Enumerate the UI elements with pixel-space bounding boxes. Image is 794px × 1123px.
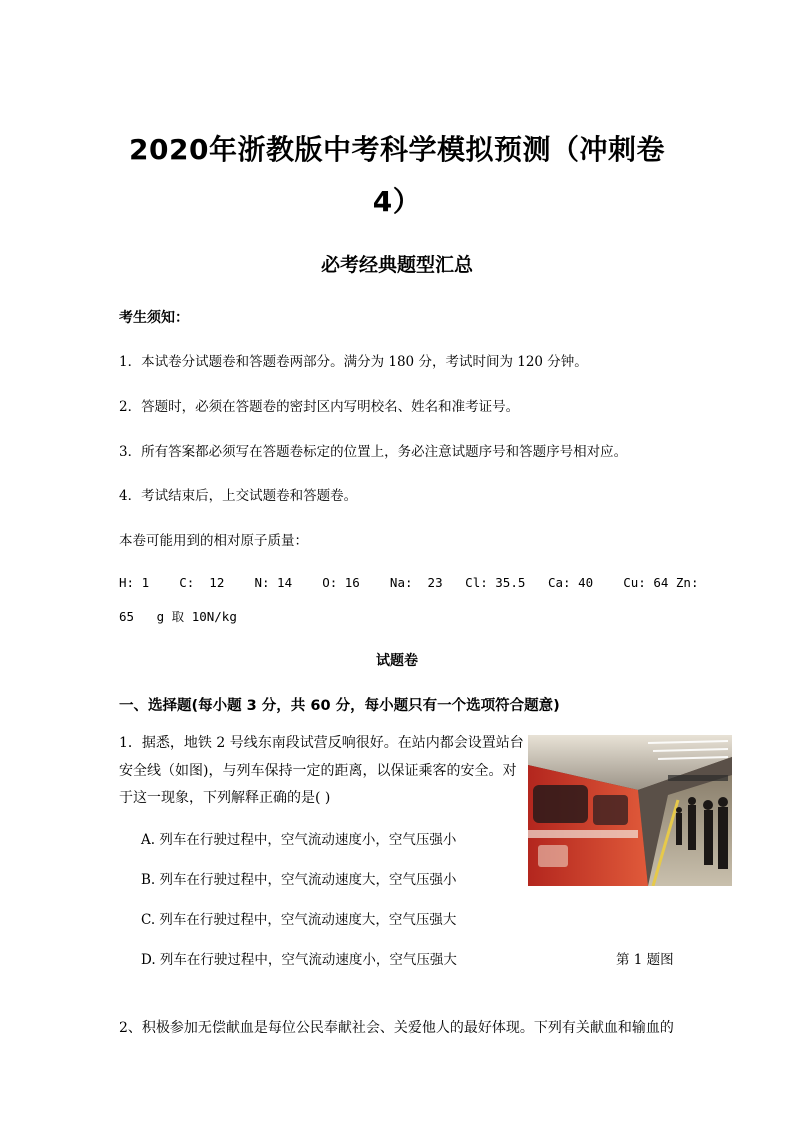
notice-item-1: 1．本试卷分试题卷和答题卷两部分。满分为 180 分，考试时间为 120 分钟。 <box>119 354 588 370</box>
question1-option-c: C. 列车在行驶过程中，空气流动速度大，空气压强大 <box>141 912 457 928</box>
question1-line2: 安全线（如图)，与列车保持一定的距离，以保证乘客的安全。对 <box>119 763 517 779</box>
document-title-line1: 2020年浙教版中考科学模拟预测（冲刺卷 <box>129 133 665 166</box>
question1-option-d: D. 列车在行驶过程中，空气流动速度小，空气压强大 <box>141 952 457 968</box>
question1-line3: 于这一现象，下列解释正确的是( ) <box>119 790 331 806</box>
question1-option-a: A. 列车在行驶过程中，空气流动速度小，空气压强小 <box>141 832 457 848</box>
notice-item-4: 4．考试结束后，上交试题卷和答题卷。 <box>119 488 358 504</box>
notice-item-3: 3．所有答案都必须写在答题卷标定的位置上，务必注意试题序号和答题序号相对应。 <box>119 444 628 460</box>
question1-option-b: B. 列车在行驶过程中，空气流动速度大，空气压强小 <box>141 872 457 888</box>
section-title: 试题卷 <box>376 653 418 669</box>
document-title-line2: 4） <box>372 185 422 218</box>
subway-platform-photo <box>528 735 732 886</box>
document-subtitle: 必考经典题型汇总 <box>320 254 473 276</box>
question1-line1: 1．据悉，地铁 2 号线东南段试营反响很好。在站内都会设置站台 <box>119 735 524 751</box>
notice-item-2: 2．答题时，必须在答题卷的密封区内写明校名、姓名和准考证号。 <box>119 399 520 415</box>
atomic-mass-line1: H: 1 C: 12 N: 14 O: 16 Na: 23 Cl: 35.5 Ca: 40 Cu: 64 Zn: <box>119 575 699 590</box>
atomic-mass-intro: 本卷可能用到的相对原子质量： <box>119 533 308 549</box>
atomic-mass-line2: 65 g 取 10N/kg <box>119 609 237 624</box>
question2-line1: 2、积极参加无偿献血是每位公民奉献社会、关爱他人的最好体现。下列有关献血和输血的 <box>119 1020 674 1036</box>
notice-heading: 考生须知： <box>119 310 189 326</box>
figure-caption: 第 1 题图 <box>616 952 674 968</box>
part1-heading: 一、选择题(每小题 3 分，共 60 分，每小题只有一个选项符合题意) <box>119 698 560 714</box>
